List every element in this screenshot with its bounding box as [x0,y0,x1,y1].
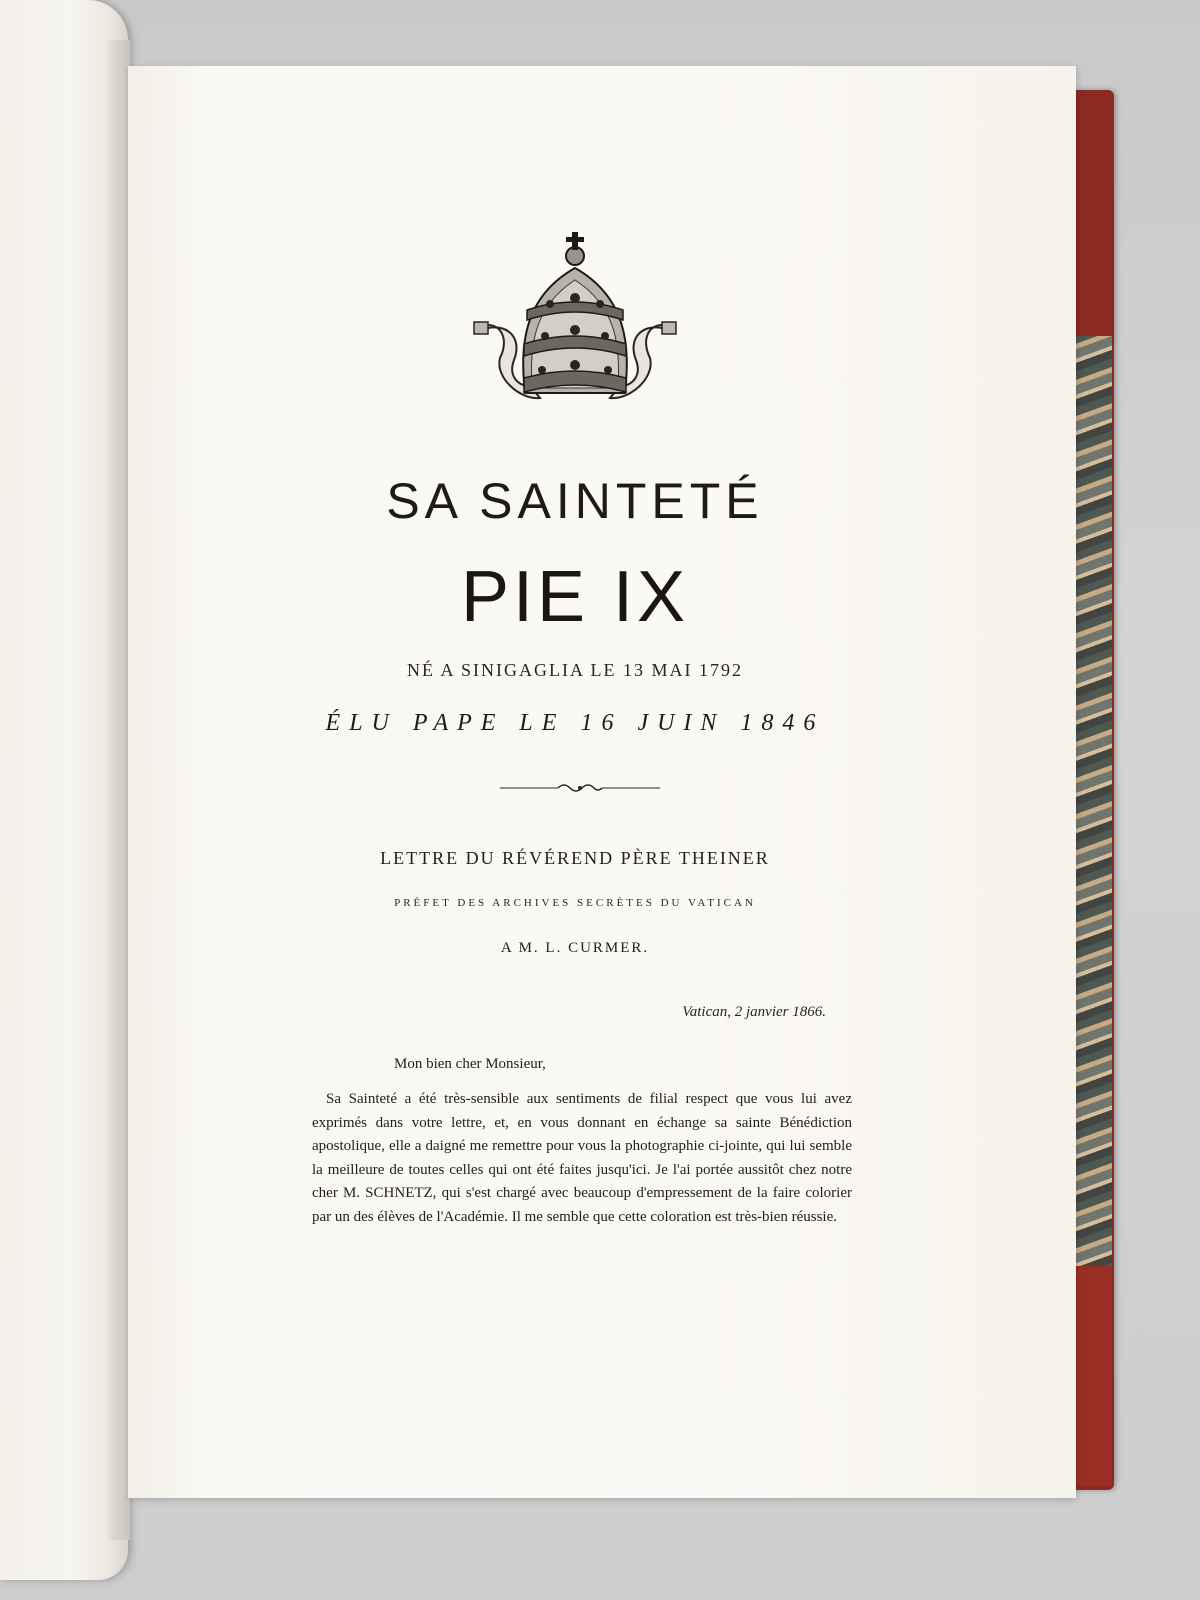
heading-line-1: SA SAINTETÉ [386,473,764,529]
birth-line: NÉ A SINIGAGLIA LE 13 MAI 1792 [407,660,743,680]
papal-tiara-icon [470,228,680,418]
dateline: Vatican, 2 janvier 1866. [682,1004,826,1020]
letter-subtitle: PRÉFET DES ARCHIVES SECRÈTES DU VATICAN [394,897,756,909]
salutation: Mon bien cher Monsieur, [394,1056,546,1072]
heading-line-2: PIE IX [460,557,690,637]
letter-body: Sa Sainteté a été très-sensible aux sentiments de filial respect que vous lui avez exprimés dans votre lettre, et, en vous donnant en échange sa sainte Bénédiction apostolique, elle a daigné me remettre pour vous la photographie ci-jointe, qui lui semble la meilleure de toutes celles qui ont été faites jusqu'ici. Je l'ai portée aussitôt chez notre cher M. SCHNETZ, qui s'est chargé avec beaucoup d'empressement de la faire colorier par un des élèves de l'Académie. Il me semble que cette coloration est très-bien réussie. [312,1091,852,1225]
addressee: A M. L. CURMER. [500,940,650,956]
election-line: ÉLU PAPE LE 16 JUIN 1846 [325,710,825,736]
ornamental-rule-icon [500,780,660,796]
left-page-edge [108,40,130,1540]
letter-title: LETTRE DU RÉVÉREND PÈRE THEINER [380,848,770,868]
cover-corner [1074,1266,1112,1486]
